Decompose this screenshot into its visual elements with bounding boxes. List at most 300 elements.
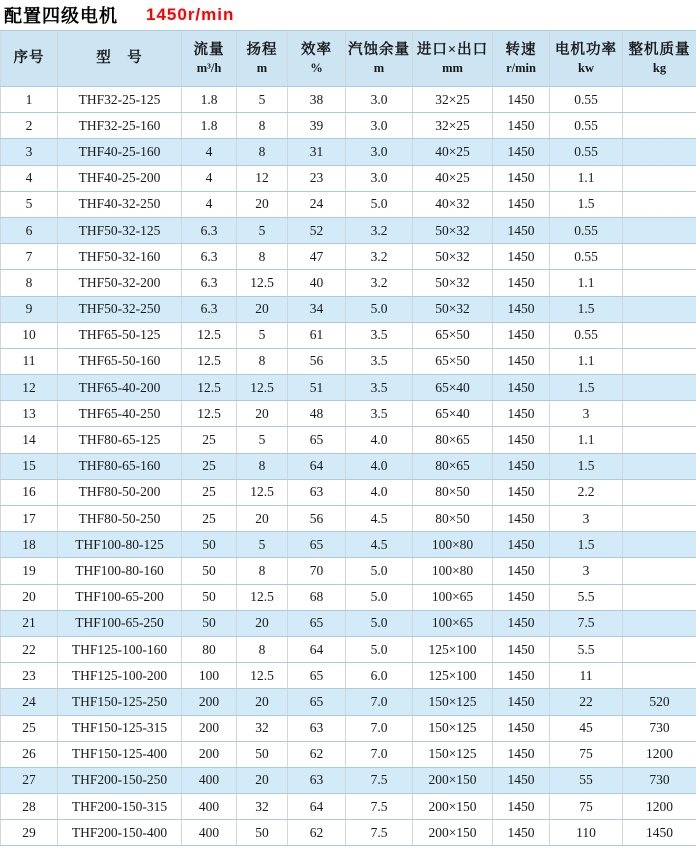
column-label: 流量 — [193, 42, 225, 59]
value-cell: 19 — [1, 558, 58, 584]
value-cell: 75 — [550, 794, 623, 820]
table-row — [1, 401, 696, 427]
value-cell: 1.5 — [550, 375, 623, 401]
model-cell: THF150-125-250 — [58, 689, 182, 715]
table-row — [1, 715, 696, 741]
value-cell — [623, 663, 696, 689]
value-cell: 8 — [237, 348, 288, 374]
column-label: 汽蚀余量 — [348, 42, 410, 59]
value-cell: 4 — [182, 191, 237, 217]
value-cell: 11 — [1, 348, 58, 374]
value-cell: 25 — [182, 506, 237, 532]
value-cell: 23 — [288, 165, 346, 191]
value-cell — [623, 165, 696, 191]
value-cell: 1450 — [493, 165, 550, 191]
value-cell: 32×25 — [413, 87, 493, 113]
value-cell: 4.0 — [346, 427, 413, 453]
value-cell: 25 — [182, 453, 237, 479]
value-cell: 20 — [237, 401, 288, 427]
value-cell: 6 — [1, 217, 58, 243]
value-cell: 1450 — [493, 532, 550, 558]
value-cell: 65 — [288, 532, 346, 558]
value-cell: 200 — [182, 689, 237, 715]
value-cell: 64 — [288, 636, 346, 662]
value-cell: 65 — [288, 689, 346, 715]
value-cell: 20 — [237, 767, 288, 793]
value-cell: 4.5 — [346, 506, 413, 532]
model-cell: THF65-40-250 — [58, 401, 182, 427]
table-row — [1, 165, 696, 191]
model-cell: THF80-65-125 — [58, 427, 182, 453]
column-unit: r/min — [506, 60, 536, 75]
value-cell: 63 — [288, 767, 346, 793]
model-cell: THF125-100-160 — [58, 636, 182, 662]
value-cell — [623, 453, 696, 479]
value-cell: 24 — [288, 191, 346, 217]
value-cell — [623, 558, 696, 584]
value-cell: 6.3 — [182, 244, 237, 270]
value-cell: 1.1 — [550, 165, 623, 191]
model-cell: THF32-25-125 — [58, 87, 182, 113]
value-cell: 4 — [1, 165, 58, 191]
value-cell — [623, 296, 696, 322]
value-cell: 50 — [182, 610, 237, 636]
value-cell: 3.0 — [346, 139, 413, 165]
column-header-1 — [1, 31, 58, 87]
model-cell: THF200-150-400 — [58, 820, 182, 846]
value-cell: 8 — [237, 113, 288, 139]
model-cell: THF50-32-125 — [58, 217, 182, 243]
value-cell: 12.5 — [182, 322, 237, 348]
value-cell: 20 — [237, 689, 288, 715]
column-label: 型 号 — [96, 49, 143, 66]
table-row — [1, 794, 696, 820]
column-unit: kg — [652, 60, 667, 75]
value-cell: 7.5 — [346, 820, 413, 846]
value-cell: 22 — [550, 689, 623, 715]
value-cell: 4 — [182, 165, 237, 191]
page-title — [0, 0, 696, 30]
value-cell: 100×65 — [413, 610, 493, 636]
value-cell: 5 — [237, 87, 288, 113]
value-cell: 1.5 — [550, 532, 623, 558]
value-cell: 55 — [550, 767, 623, 793]
value-cell: 1450 — [493, 767, 550, 793]
value-cell: 5.0 — [346, 636, 413, 662]
value-cell: 8 — [237, 139, 288, 165]
value-cell: 56 — [288, 506, 346, 532]
value-cell — [623, 217, 696, 243]
value-cell: 26 — [1, 741, 58, 767]
value-cell — [623, 479, 696, 505]
value-cell: 1.8 — [182, 87, 237, 113]
table-row — [1, 270, 696, 296]
value-cell: 3.0 — [346, 113, 413, 139]
table-row — [1, 244, 696, 270]
table-row — [1, 584, 696, 610]
value-cell: 20 — [1, 584, 58, 610]
value-cell: 1450 — [493, 820, 550, 846]
value-cell: 1450 — [493, 636, 550, 662]
value-cell: 3 — [550, 506, 623, 532]
value-cell — [623, 139, 696, 165]
value-cell: 50×32 — [413, 296, 493, 322]
value-cell: 4 — [182, 139, 237, 165]
table-row — [1, 113, 696, 139]
value-cell — [623, 584, 696, 610]
value-cell: 52 — [288, 217, 346, 243]
value-cell: 3.5 — [346, 401, 413, 427]
value-cell: 50 — [237, 741, 288, 767]
value-cell: 1450 — [493, 663, 550, 689]
table-row — [1, 558, 696, 584]
value-cell — [623, 270, 696, 296]
model-cell: THF100-65-250 — [58, 610, 182, 636]
value-cell: 50 — [182, 532, 237, 558]
value-cell: 1450 — [493, 741, 550, 767]
title-speed-value: 1450r/min — [146, 5, 235, 24]
table-row — [1, 191, 696, 217]
value-cell: 32×25 — [413, 113, 493, 139]
value-cell: 40×25 — [413, 139, 493, 165]
table-row — [1, 427, 696, 453]
value-cell: 51 — [288, 375, 346, 401]
pump-spec-table — [0, 30, 696, 846]
value-cell: 1450 — [493, 427, 550, 453]
value-cell: 200×150 — [413, 767, 493, 793]
value-cell: 1450 — [493, 217, 550, 243]
value-cell: 7.5 — [346, 767, 413, 793]
value-cell: 62 — [288, 820, 346, 846]
value-cell: 1.1 — [550, 270, 623, 296]
value-cell: 1450 — [623, 820, 696, 846]
value-cell: 48 — [288, 401, 346, 427]
value-cell — [623, 375, 696, 401]
value-cell: 3.5 — [346, 322, 413, 348]
column-label: 整机质量 — [628, 42, 691, 59]
value-cell: 64 — [288, 453, 346, 479]
value-cell: 1450 — [493, 87, 550, 113]
value-cell: 1450 — [493, 113, 550, 139]
value-cell: 7.5 — [346, 794, 413, 820]
value-cell: 5.5 — [550, 636, 623, 662]
value-cell: 61 — [288, 322, 346, 348]
column-label: 序号 — [13, 49, 45, 66]
value-cell: 1.1 — [550, 427, 623, 453]
value-cell: 125×100 — [413, 663, 493, 689]
value-cell: 62 — [288, 741, 346, 767]
model-cell: THF50-32-200 — [58, 270, 182, 296]
value-cell: 12.5 — [182, 401, 237, 427]
value-cell: 65×50 — [413, 322, 493, 348]
value-cell: 5.0 — [346, 191, 413, 217]
value-cell: 1450 — [493, 479, 550, 505]
value-cell: 150×125 — [413, 741, 493, 767]
value-cell: 0.55 — [550, 113, 623, 139]
value-cell: 29 — [1, 820, 58, 846]
value-cell: 3.2 — [346, 270, 413, 296]
value-cell: 50×32 — [413, 244, 493, 270]
value-cell: 1450 — [493, 689, 550, 715]
value-cell: 400 — [182, 794, 237, 820]
model-cell: THF150-125-400 — [58, 741, 182, 767]
model-cell: THF200-150-315 — [58, 794, 182, 820]
column-label: 转速 — [505, 42, 537, 59]
column-label: 扬程 — [246, 42, 278, 59]
value-cell: 1450 — [493, 453, 550, 479]
value-cell: 40 — [288, 270, 346, 296]
value-cell: 0.55 — [550, 244, 623, 270]
value-cell: 12.5 — [237, 584, 288, 610]
model-cell: THF50-32-160 — [58, 244, 182, 270]
value-cell: 27 — [1, 767, 58, 793]
value-cell: 100×80 — [413, 558, 493, 584]
value-cell: 1.5 — [550, 296, 623, 322]
value-cell: 5.0 — [346, 558, 413, 584]
value-cell: 12.5 — [182, 375, 237, 401]
value-cell: 7 — [1, 244, 58, 270]
column-header-3 — [182, 31, 237, 87]
value-cell: 12 — [1, 375, 58, 401]
value-cell: 20 — [237, 610, 288, 636]
value-cell: 56 — [288, 348, 346, 374]
model-cell: THF80-50-250 — [58, 506, 182, 532]
column-header-5 — [288, 31, 346, 87]
model-cell: THF40-25-200 — [58, 165, 182, 191]
value-cell — [623, 191, 696, 217]
value-cell: 14 — [1, 427, 58, 453]
value-cell: 1 — [1, 87, 58, 113]
value-cell: 4.0 — [346, 453, 413, 479]
value-cell: 12.5 — [237, 375, 288, 401]
table-row — [1, 767, 696, 793]
value-cell: 730 — [623, 767, 696, 793]
value-cell: 3.5 — [346, 375, 413, 401]
value-cell: 50 — [237, 820, 288, 846]
value-cell: 200×150 — [413, 794, 493, 820]
value-cell: 1450 — [493, 558, 550, 584]
table-row — [1, 348, 696, 374]
column-header-6 — [346, 31, 413, 87]
value-cell: 400 — [182, 767, 237, 793]
value-cell: 63 — [288, 715, 346, 741]
value-cell: 38 — [288, 87, 346, 113]
value-cell: 65 — [288, 427, 346, 453]
column-header-2 — [58, 31, 182, 87]
model-cell: THF150-125-315 — [58, 715, 182, 741]
value-cell: 40×32 — [413, 191, 493, 217]
model-cell: THF100-80-160 — [58, 558, 182, 584]
table-row — [1, 479, 696, 505]
value-cell: 21 — [1, 610, 58, 636]
value-cell: 1450 — [493, 375, 550, 401]
value-cell — [623, 532, 696, 558]
value-cell: 80×65 — [413, 427, 493, 453]
column-label: 电机功率 — [555, 42, 617, 59]
value-cell — [623, 322, 696, 348]
value-cell — [623, 244, 696, 270]
table-row — [1, 453, 696, 479]
value-cell: 1.5 — [550, 453, 623, 479]
value-cell: 1450 — [493, 191, 550, 217]
value-cell: 31 — [288, 139, 346, 165]
value-cell: 3.0 — [346, 87, 413, 113]
value-cell: 39 — [288, 113, 346, 139]
value-cell: 20 — [237, 296, 288, 322]
column-unit: % — [310, 60, 323, 75]
model-cell: THF80-65-160 — [58, 453, 182, 479]
value-cell: 6.3 — [182, 270, 237, 296]
value-cell: 7.0 — [346, 689, 413, 715]
table-row — [1, 296, 696, 322]
value-cell: 5 — [237, 322, 288, 348]
value-cell: 1450 — [493, 584, 550, 610]
value-cell: 1450 — [493, 322, 550, 348]
value-cell: 9 — [1, 296, 58, 322]
column-header-10 — [623, 31, 696, 87]
value-cell: 50×32 — [413, 270, 493, 296]
value-cell: 12 — [237, 165, 288, 191]
value-cell: 12.5 — [237, 479, 288, 505]
value-cell: 0.55 — [550, 322, 623, 348]
value-cell: 2 — [1, 113, 58, 139]
value-cell: 5.0 — [346, 296, 413, 322]
column-header-4 — [237, 31, 288, 87]
table-row — [1, 741, 696, 767]
value-cell: 7.0 — [346, 715, 413, 741]
value-cell: 1450 — [493, 794, 550, 820]
value-cell: 0.55 — [550, 217, 623, 243]
table-row — [1, 636, 696, 662]
value-cell: 24 — [1, 689, 58, 715]
value-cell: 23 — [1, 663, 58, 689]
column-header-7 — [413, 31, 493, 87]
value-cell — [623, 113, 696, 139]
value-cell: 1450 — [493, 715, 550, 741]
value-cell: 5 — [237, 427, 288, 453]
value-cell: 8 — [1, 270, 58, 296]
value-cell: 1450 — [493, 506, 550, 532]
column-label: 效率 — [301, 42, 332, 59]
value-cell: 4.0 — [346, 479, 413, 505]
value-cell: 150×125 — [413, 689, 493, 715]
column-unit: m — [373, 60, 385, 75]
value-cell: 5 — [237, 217, 288, 243]
value-cell: 1450 — [493, 139, 550, 165]
model-cell: THF65-50-160 — [58, 348, 182, 374]
value-cell: 65×50 — [413, 348, 493, 374]
column-label: 进口×出口 — [416, 42, 489, 59]
table-row — [1, 820, 696, 846]
value-cell: 400 — [182, 820, 237, 846]
value-cell: 47 — [288, 244, 346, 270]
value-cell: 100×80 — [413, 532, 493, 558]
value-cell: 1.8 — [182, 113, 237, 139]
table-row — [1, 322, 696, 348]
value-cell: 80 — [182, 636, 237, 662]
value-cell: 100×65 — [413, 584, 493, 610]
model-cell: THF80-50-200 — [58, 479, 182, 505]
model-cell: THF50-32-250 — [58, 296, 182, 322]
value-cell: 20 — [237, 506, 288, 532]
value-cell: 150×125 — [413, 715, 493, 741]
table-header — [1, 31, 696, 87]
value-cell: 7.5 — [550, 610, 623, 636]
value-cell: 5.0 — [346, 584, 413, 610]
value-cell: 3 — [1, 139, 58, 165]
model-cell: THF40-32-250 — [58, 191, 182, 217]
value-cell: 1.1 — [550, 348, 623, 374]
value-cell: 5 — [1, 191, 58, 217]
value-cell: 8 — [237, 244, 288, 270]
table-row — [1, 532, 696, 558]
value-cell — [623, 427, 696, 453]
value-cell: 5.5 — [550, 584, 623, 610]
value-cell: 25 — [1, 715, 58, 741]
value-cell: 45 — [550, 715, 623, 741]
model-cell: THF200-150-250 — [58, 767, 182, 793]
value-cell: 15 — [1, 453, 58, 479]
value-cell: 18 — [1, 532, 58, 558]
value-cell: 65×40 — [413, 401, 493, 427]
value-cell: 11 — [550, 663, 623, 689]
value-cell: 3.2 — [346, 244, 413, 270]
value-cell — [623, 348, 696, 374]
table-row — [1, 217, 696, 243]
value-cell: 12.5 — [182, 348, 237, 374]
column-header-8 — [493, 31, 550, 87]
value-cell: 3 — [550, 401, 623, 427]
value-cell: 8 — [237, 636, 288, 662]
value-cell: 200 — [182, 741, 237, 767]
value-cell: 12.5 — [237, 663, 288, 689]
value-cell: 3.5 — [346, 348, 413, 374]
value-cell: 1450 — [493, 401, 550, 427]
value-cell: 68 — [288, 584, 346, 610]
value-cell: 50 — [182, 584, 237, 610]
column-unit: kw — [578, 60, 594, 75]
value-cell: 25 — [182, 427, 237, 453]
value-cell: 110 — [550, 820, 623, 846]
value-cell — [623, 401, 696, 427]
value-cell: 8 — [237, 558, 288, 584]
value-cell: 125×100 — [413, 636, 493, 662]
value-cell: 50 — [182, 558, 237, 584]
value-cell: 80×50 — [413, 479, 493, 505]
value-cell: 4.5 — [346, 532, 413, 558]
value-cell: 6.3 — [182, 217, 237, 243]
value-cell: 70 — [288, 558, 346, 584]
value-cell — [623, 636, 696, 662]
value-cell — [623, 87, 696, 113]
value-cell: 1450 — [493, 244, 550, 270]
table-row — [1, 689, 696, 715]
value-cell: 75 — [550, 741, 623, 767]
value-cell: 40×25 — [413, 165, 493, 191]
value-cell: 32 — [237, 715, 288, 741]
table-row — [1, 375, 696, 401]
model-cell: THF32-25-160 — [58, 113, 182, 139]
value-cell: 64 — [288, 794, 346, 820]
table-row — [1, 87, 696, 113]
value-cell: 3.2 — [346, 217, 413, 243]
model-cell: THF100-80-125 — [58, 532, 182, 558]
value-cell: 22 — [1, 636, 58, 662]
value-cell — [623, 610, 696, 636]
model-cell: THF65-50-125 — [58, 322, 182, 348]
table-row — [1, 663, 696, 689]
value-cell: 65 — [288, 663, 346, 689]
